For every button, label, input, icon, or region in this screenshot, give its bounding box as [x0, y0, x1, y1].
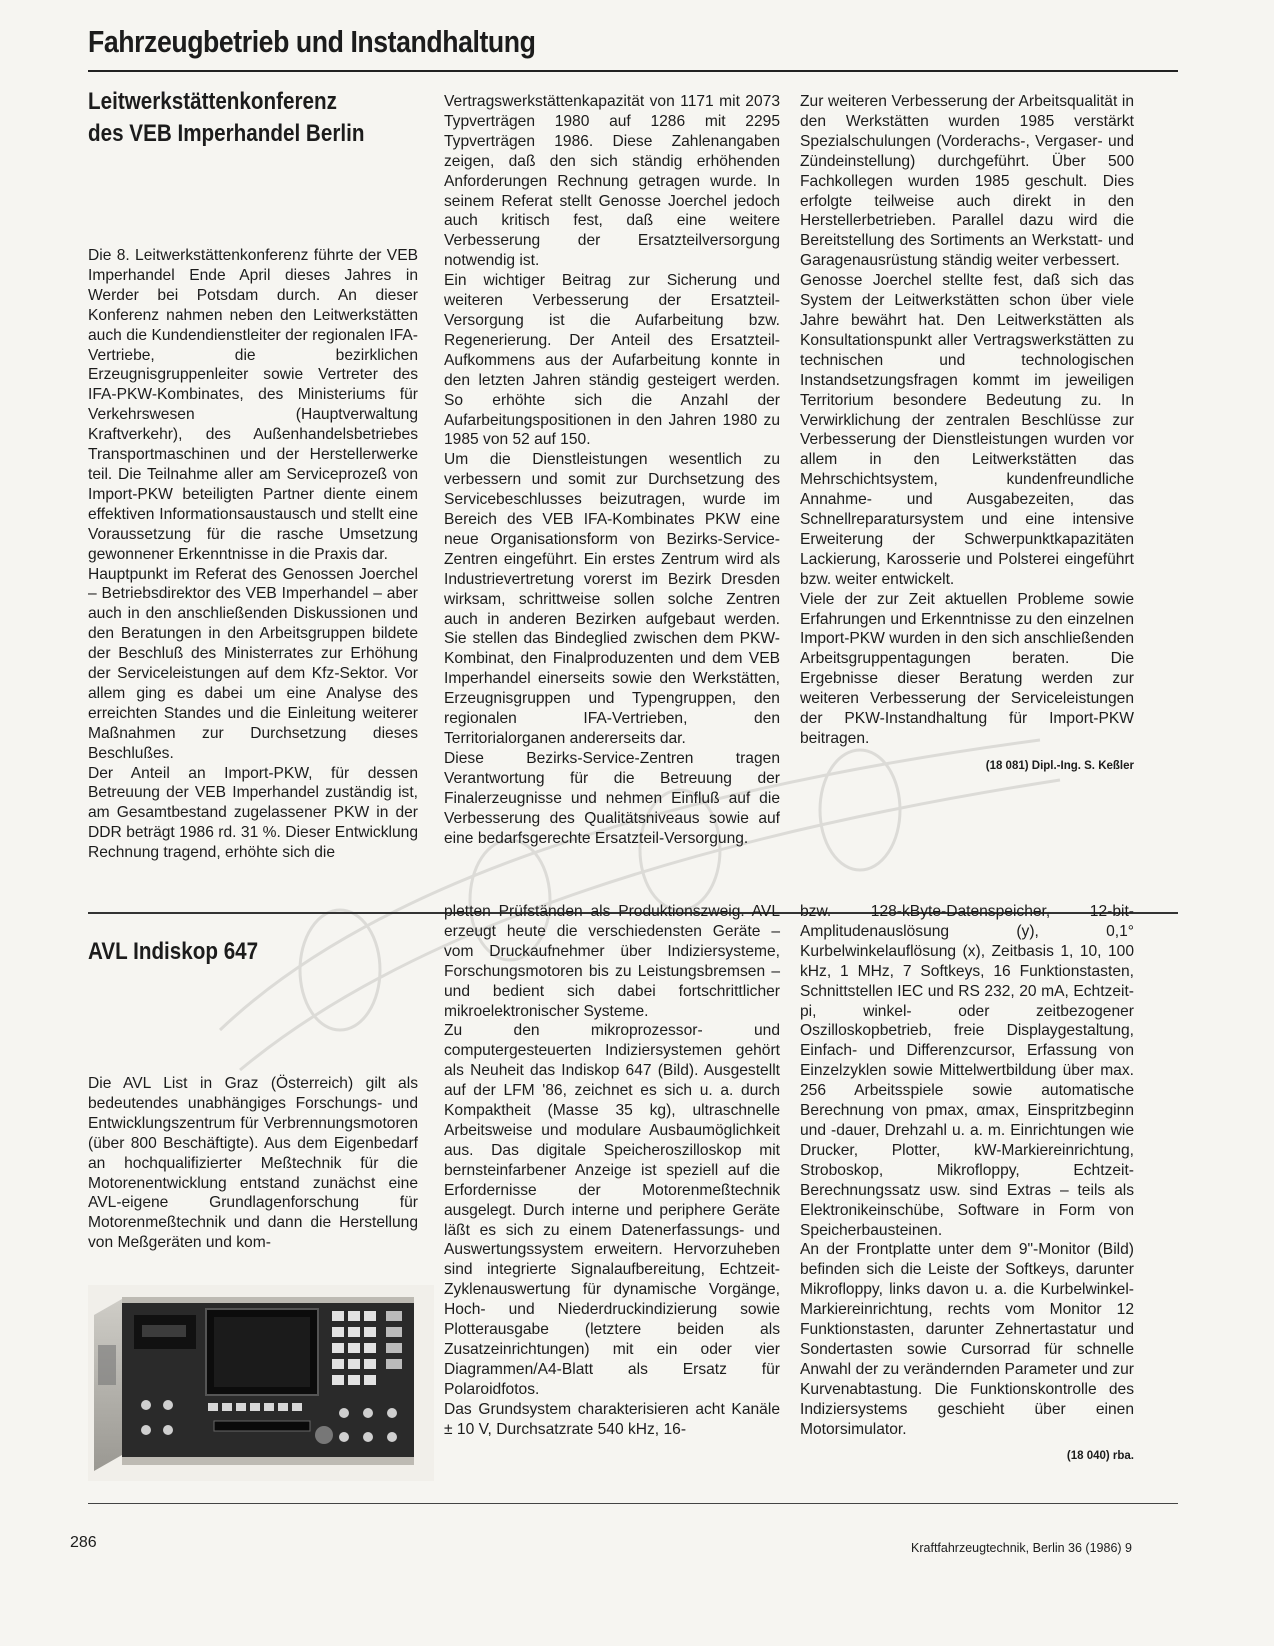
paragraph: Vertragswerkstättenkapazität von 1171 mit 2073 Typverträgen 1980 auf 1286 mit 2295 Typverträgen 1986. Diese Zahlenangaben zeigen, daß den sich ständig erhöhenden Anforderungen Rechnung getragen wurde. In seinem Referat stellt Genosse Joerchel jedoch auch kritisch fest, daß eine weitere Verbesserung der Ersatzteilversorgung notwendig ist. [444, 93, 780, 270]
paragraph: bzw. 128-kByte-Datenspeicher, 12-bit-Amplitudenauslösung (y), 0,1° Kurbelwinkelauflösung (x), Zeitbasis 1, 10, 100 kHz, 1 MHz, 7 Softkeys, 16 Funktionstasten, Schnittstellen IEC und RS 232, 20 mA, Echtzeit-pi, winkel- oder zeitbezogener Oszilloskopbetrieb, freie Displaygestaltung, Einfach- und Differenzcursor, Erfassung von Einzelzyklen sowie Mittelwertbildung über max. 256 Arbeitsspiele sowie automatische Berechnung von pmax, αmax, Einspritzbeginn und -dauer, Drehzahl u. a. m. Einrichtungen wie Drucker, Plotter, kW-Markiereinrichtung, Stroboskop, Mikrofloppy, Echtzeit-Berechnungssatz usw. sind Extras – teils als Elektronikeinschübe, Software in Form von Speicherbausteinen. [800, 903, 1134, 1239]
paragraph: Die 8. Leitwerkstättenkonferenz führte der VEB Imperhandel Ende April dieses Jahres in Werder bei Potsdam durch. An dieser Konferenz nahmen neben den Leitwerkstätten auch die Kundendienstleiter der regionalen IFA-Vertriebe, die bezirklichen Erzeugnisgruppenleiter sowie Vertreter des IFA-PKW-Kombinates, des Ministeriums für Verkehrswesen (Hauptverwaltung Kraftverkehr), des Außenhandelsbetriebes Transportmaschinen und der Herstellerwerke teil. Die Teilnahme aller am Serviceprozeß von Import-PKW beteiligten Partner diente einem effektiven Informationsaustausch und stellt eine Voraussetzung für die rasche Umsetzung gewonnener Erkenntnisse in die Praxis dar. [88, 247, 418, 563]
indiskop-device-photo [88, 1285, 434, 1481]
paragraph: Zur weiteren Verbesserung der Arbeitsqualität in den Werkstätten wurden 1985 verstärkt Spezialschulungen (Vorderachs-, Vergaser- und Zündeinstellung) durchgeführt. Über 500 Fachkollegen wurden 1985 geschult. Dies erfolgte teilweise auch direkt in den Herstellerbetrieben. Parallel dazu wird die Bereitstellung des Sortiments an Werkstatt- und Garagenausrüstung ständig weiter verbessert. [800, 93, 1134, 270]
article2-column-2 [444, 902, 780, 1439]
article1-title [88, 86, 364, 150]
article2-column-1 [88, 1074, 418, 1253]
paragraph: pletten Prüfständen als Produktionszweig. AVL erzeugt heute die verschiedensten Geräte – vom Druckaufnehmer über Indiziersysteme, Forschungsmotoren bis zu Leistungsbremsen – und bedient sich dabei fortschrittlicher mikroelektronischer Systeme. [444, 903, 780, 1020]
paragraph: Der Anteil an Import-PKW, für dessen Betreuung der VEB Imperhandel zuständig ist, am Gesamtbestand zugelassener PKW in der DDR beträgt 1986 rd. 31 %. Dieser Entwicklung Rechnung tragend, erhöhte sich die [88, 764, 418, 862]
paragraph: Genosse Joerchel stellte fest, daß sich das System der Leitwerkstätten schon über viele Jahre bewährt hat. Den Leitwerkstätten als Konsultationspunkt aller Vertragswerkstätten zu technischen und technologischen Instandsetzungsfragen kommt im jeweiligen Territorium besondere Bedeutung zu. In Verwirklichung der zentralen Beschlüsse zur Verbesserung der Dienstleistungen wurden vor allem in den Leitwerkstätten das Mehrschichtsystem, kundenfreundliche Annahme- und Ausgabezeiten, das Schnellreparatursystem und eine intensive Erweiterung der Schwerpunktkapazitäten Lackierung, Karosserie und Polsterei eingeführt bzw. weiter entwickelt. [800, 272, 1134, 588]
page-number: 286 [70, 1534, 97, 1551]
device-illustration [88, 1285, 434, 1481]
footer-rule [88, 1503, 1178, 1504]
article1-title-line1: Leitwerkstättenkonferenz [88, 88, 337, 115]
article1-signature: (18 081) Dipl.-Ing. S. Keßler [985, 759, 1134, 772]
paragraph: Um die Dienstleistungen wesentlich zu verbessern und somit zur Durchsetzung des Servicebeschlusses beizutragen, wurde im Bereich des VEB IFA-Kombinates PKW eine neue Organisationsform von Bezirks-Service-Zentren eingeführt. Ein erstes Zentrum wird als Industrievertretung vorerst im Bezirk Dresden wirksam, schrittweise sollen solche Zentren auch in anderen Bezirken aufgebaut werden. Sie stellen das Bindeglied zwischen dem PKW-Kombinat, den Finalproduzenten und dem VEB Imperhandel einerseits sowie den Werkstätten, Erzeugnisgruppen und Typengruppen, den regionalen IFA-Vertrieben, den Territorialorganen andererseits dar. [444, 451, 780, 747]
article2-signature: (18 040) rba. [1066, 1450, 1134, 1463]
section-title: Fahrzeugbetrieb und Instandhaltung [88, 24, 536, 59]
paragraph: Hauptpunkt im Referat des Genossen Joerchel – Betriebsdirektor des VEB Imperhandel – aber auch in den anschließenden Diskussionen und den Beratungen in den Arbeitsgruppen bildete der Beschluß des Ministerrates zur Erhöhung der Serviceleistungen auf dem Kfz-Sektor. Vor allem ging es dabei um eine Analyse des erreichten Standes und die Einleitung weiterer Maßnahmen zur Durchsetzung dieses Beschlußes. [88, 565, 418, 762]
paragraph: Das Grundsystem charakterisieren acht Kanäle ± 10 V, Durchsatzrate 540 kHz, 16- [444, 1400, 780, 1438]
paragraph: Diese Bezirks-Service-Zentren tragen Verantwortung für die Betreuung der Finalerzeugnisse und nehmen Einfluß auf die Verbesserung des Qualitätsniveaus sowie auf eine bedarfsgerechte Ersatzteil-Versorgung. [444, 749, 780, 847]
article1-column-1 [88, 246, 418, 863]
article1-column-2 [444, 92, 780, 848]
article2-column-3 [800, 902, 1134, 1467]
header-rule [88, 70, 1178, 72]
journal-citation: Kraftfahrzeugtechnik, Berlin 36 (1986) 9 [911, 1541, 1132, 1555]
paragraph: Ein wichtiger Beitrag zur Sicherung und weiteren Verbesserung der Ersatzteil-Versorgung ist die Aufarbeitung bzw. Regenerierung. Der Anteil des Ersatzteil-Aufkommens aus der Aufarbeitung konnte in den letzten Jahren ständig gesteigert werden. So erhöhte sich die Anzahl der Aufarbeitungspositionen in den Jahren 1980 zu 1985 von 52 auf 150. [444, 272, 780, 449]
paragraph: Zu den mikroprozessor- und computergesteuerten Indiziersystemen gehört als Neuheit das Indiskop 647 (Bild). Ausgestellt auf der LFM '86, zeichnet es sich u. a. durch Kompaktheit (Masse 35 kg), ultraschnelle Arbeitsweise und modulare Ausbaumöglichkeit aus. Das digitale Speicheroszilloskop mit bernsteinfarbener Anzeige ist speziell auf die Erfordernisse der Motorenmeßtechnik ausgelegt. Durch interne und periphere Geräte läßt es sich zu einem Datenerfassungs- und Auswertungssystem erweitern. Hervorzuheben sind integrierte Signalaufbereitung, Echtzeit-Zyklenauswertung für dynamische Vorgänge, Hoch- und Niederdruckindizierung sowie Plotterausgabe (letztere beiden als Zusatzeinrichtungen) mit ein oder vier Diagrammen/A4-Blatt als Ersatz für Polaroidfotos. [444, 1022, 780, 1398]
paragraph: Viele der zur Zeit aktuellen Probleme sowie Erfahrungen und Erkenntnisse zu den einzelnen Import-PKW wurden in den sich anschließenden Arbeitsgruppentagungen beraten. Die Ergebnisse dieser Beratung werden zur weiteren Verbesserung der Serviceleistungen der PKW-Instandhaltung für Import-PKW beitragen. [800, 590, 1134, 747]
article1-column-3 [800, 92, 1134, 777]
article2-title: AVL Indiskop 647 [88, 938, 259, 965]
article1-title-line2: des VEB Imperhandel Berlin [88, 120, 365, 147]
paragraph: Die AVL List in Graz (Österreich) gilt als bedeutendes unabhängiges Forschungs- und Entwicklungszentrum für Verbrennungsmotoren (über 800 Beschäftigte). Aus dem Eigenbedarf an hochqualifizierter Meßtechnik für die Motorenentwicklung entstand zunächst eine AVL-eigene Grundlagenforschung für Motorenmeßtechnik und dann die Herstellung von Meßgeräten und kom- [88, 1075, 418, 1252]
paragraph: An der Frontplatte unter dem 9"-Monitor (Bild) befinden sich die Leiste der Softkeys, darunter Mikrofloppy, links davon u. a. die Kurbelwinkel-Markiereinrichtung, rechts vom Monitor 12 Funktionstasten, darunter Zehnertastatur und Sondertasten sowie Cursorrad für schnelle Anwahl der zu verändernden Parameter und zur Kurvenabtastung. Die Funktionskontrolle des Indiziersystems geschieht über einen Motorsimulator. [800, 1241, 1134, 1438]
